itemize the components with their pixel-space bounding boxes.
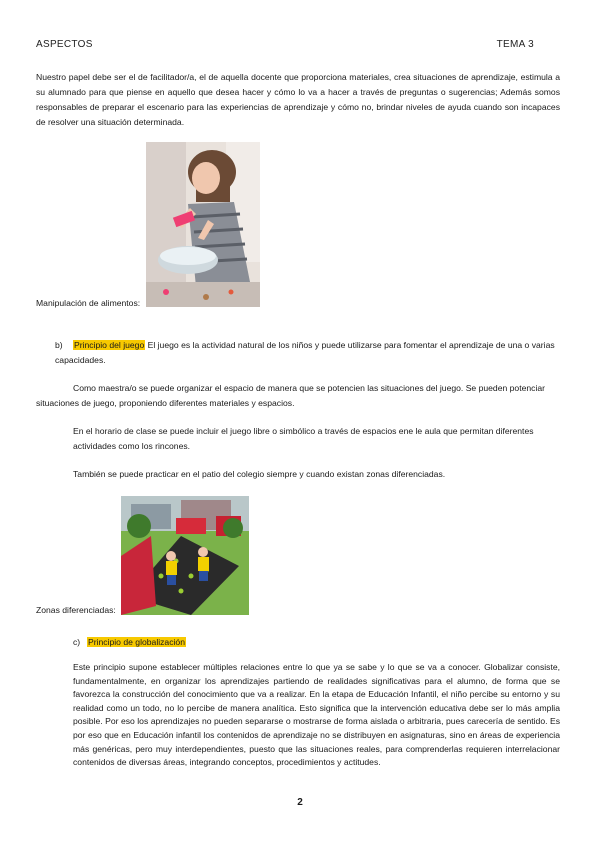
child-food-illustration [146, 142, 260, 307]
caption-zones: Zonas diferenciadas: [36, 605, 116, 615]
section-b-paragraph [55, 338, 560, 368]
paragraph-c: Este principio supone establecer múltiples relaciones entre lo que ya se sabe y lo que se va a conocer. Globalizar consiste, fundamentalmente, en organizar los aprendizajes partiendo de realidades significativas para el alumno, de forma que se favorezca la construcción del conocimiento que va a realizar. En la etapa de Educación Infantil, el niño percibe su entorno y su realidad como un todo, no lo percibe de manera analítica. Esto significa que la intervención educativa debe ser lo más amplia posible. Por eso los aprendizajes no pueden separarse o mostrarse de forma aislada o arbitraria, pues carecería de sentido. Es por eso que en Educación infantil los contenidos de aprendizaje no se distribuyen en asignaturas, sino en áreas de experiencia más genéricas, pero muy interdependientes, puesto que las situaciones reales, para comprenderlas requieren interrelacionar contenidos de diversas áreas, integrando conceptos, procedimientos y actitudes. [73, 662, 560, 768]
section-b-marker: b) [55, 340, 63, 350]
playground-illustration [121, 496, 249, 615]
section-b-text: El juego es la actividad natural de los niños y puede utilizarse para fomentar el aprendizaje de una o varias capacidades. [55, 340, 555, 365]
header-left: ASPECTOS [36, 39, 93, 50]
header-right: TEMA 3 [496, 39, 534, 50]
paragraph-b3: También se puede practicar en el patio del colegio siempre y cuando existan zonas diferenciadas. [73, 469, 446, 479]
caption-food: Manipulación de alimentos: [36, 298, 141, 308]
section-c-marker: c) [73, 637, 81, 647]
playground-photo [121, 496, 249, 615]
paragraph-b2: En el horario de clase se puede incluir el juego libre o simbólico a través de espacios ene le aula que permitan diferentes actividades como los rincones. [73, 426, 534, 451]
paragraph-b1: Como maestra/o se puede organizar el espacio de manera que se potencien las situaciones del juego. Se pueden potenciar situaciones de juego, proponiendo diferentes materiales y espacios. [36, 383, 546, 408]
section-b-title: Principio del juego [74, 340, 145, 350]
page-number: 2 [297, 797, 303, 808]
section-c-title: Principio de globalización [88, 637, 185, 647]
child-food-photo [146, 142, 260, 307]
intro-paragraph: Nuestro papel debe ser el de facilitador/a, el de aquella docente que proporciona materiales, crea situaciones de aprendizaje, estimula a su alumnado para que piense en aquello que desea hacer y cómo lo va a hacer a través de preguntas o sugerencias; Además somos responsables de preparar el escenario para las experiencias de aprendizaje y cómo no, brindar niveles de ayuda cuando son incapaces de resolver una situación determinada. [36, 72, 560, 127]
section-c-heading [73, 635, 560, 650]
